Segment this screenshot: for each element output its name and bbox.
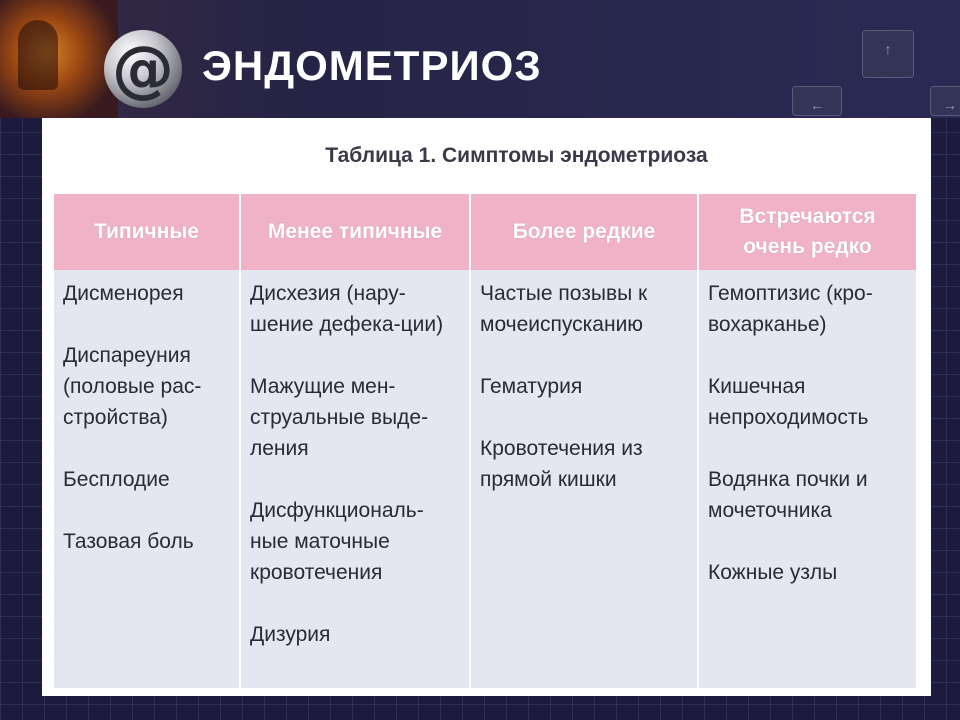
symptom-item: Диспареуния (половые рас-стройства)	[63, 344, 202, 429]
symptom-item: Кишечная непроходимость	[708, 375, 869, 429]
keyboard-key-icon: ↑	[862, 30, 914, 78]
column-header: Встречаются очень редко	[698, 194, 916, 270]
table-cell-typical	[54, 270, 240, 688]
at-logo-icon: @	[104, 30, 182, 108]
symptom-item: Дисфункциональ-ные маточные кровотечения	[250, 499, 424, 584]
table-row	[54, 270, 916, 688]
header-photo	[0, 0, 118, 118]
symptom-item: Гематурия	[480, 375, 583, 398]
symptom-item: Дисменорея	[63, 282, 184, 305]
table-caption: Таблица 1. Симптомы эндометриоза	[325, 144, 708, 167]
symptom-item: Дизурия	[250, 623, 331, 646]
column-header: Менее типичные	[240, 194, 470, 270]
symptom-item: Гемоптизис (кро-вохарканье)	[708, 282, 873, 336]
symptom-item: Дисхезия (нару-шение дефека-ции)	[250, 282, 444, 336]
symptom-item: Бесплодие	[63, 468, 170, 491]
column-header: Типичные	[54, 194, 240, 270]
symptoms-table	[54, 194, 916, 688]
slide-title: ЭНДОМЕТРИОЗ	[202, 42, 542, 89]
content-panel	[42, 118, 931, 696]
keyboard-key-icon: →	[930, 86, 960, 116]
symptom-item: Частые позывы к мочеиспусканию	[480, 282, 648, 336]
symptom-item: Кровотечения из прямой кишки	[480, 437, 643, 491]
keyboard-key-icon: ←	[792, 86, 842, 116]
table-cell-very-rare	[698, 270, 916, 688]
table-cell-less-typical	[240, 270, 470, 688]
symptom-item: Тазовая боль	[63, 530, 194, 553]
table-cell-rarer	[470, 270, 698, 688]
column-header: Более редкие	[470, 194, 698, 270]
symptom-item: Водянка почки и мочеточника	[708, 468, 868, 522]
symptom-item: Кожные узлы	[708, 561, 838, 584]
table-header-row	[54, 194, 916, 270]
symptom-item: Мажущие мен-струальные выде-ления	[250, 375, 429, 460]
